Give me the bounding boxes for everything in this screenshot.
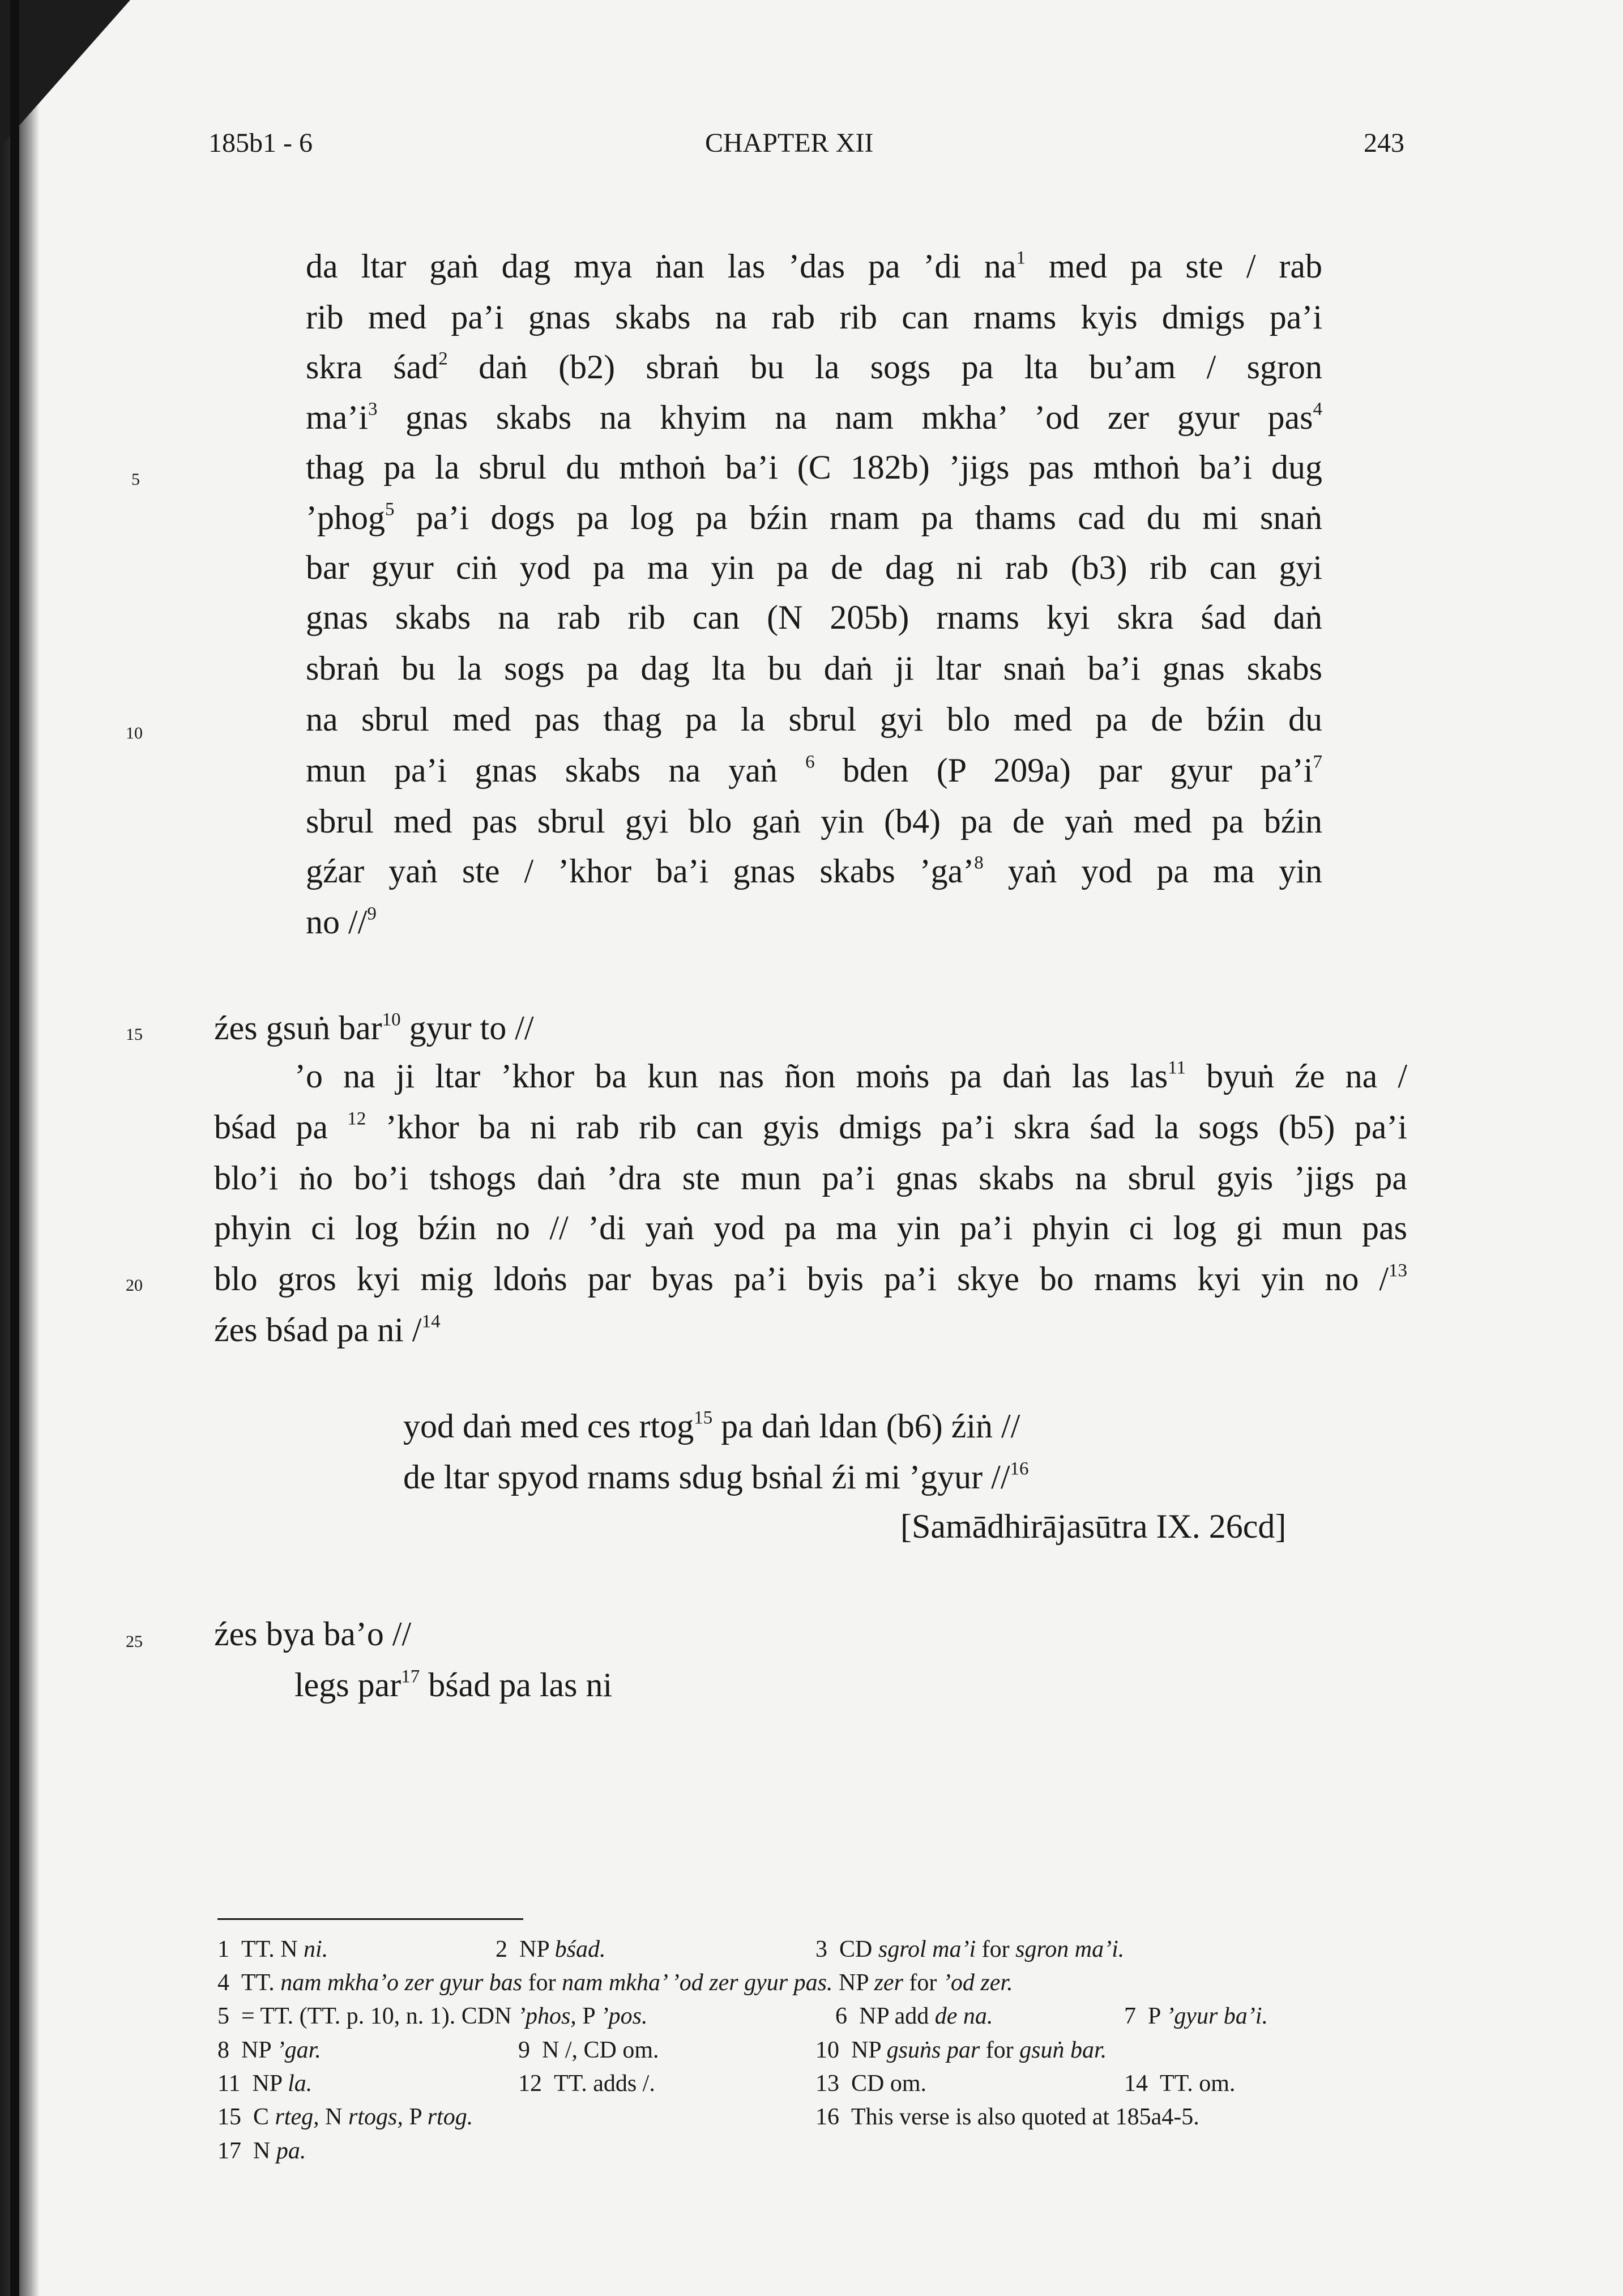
footnote-12 — [518, 2070, 655, 2097]
footnote-3 — [815, 1936, 1124, 1963]
text-line-7: bar gyur ciṅ yod pa ma yin pa de dag ni rab (b3) rib can gyi — [306, 549, 1322, 586]
footnote-ref: 6 — [805, 752, 815, 773]
text-segment: NP add — [859, 2003, 935, 2029]
text-segment: sgron ma’i. — [1015, 1936, 1125, 1962]
text-segment: bden (P 209a) par gyur pa’i — [814, 752, 1313, 789]
text-segment: rtog. — [427, 2104, 473, 2130]
text-line-6 — [306, 501, 1322, 535]
text-segment: 11 — [217, 2071, 241, 2097]
text-segment: ni. — [304, 1936, 328, 1962]
binding-corner-shadow — [0, 0, 130, 147]
text-segment: N /, CD om. — [542, 2037, 659, 2063]
text-segment: ’gyur ba’i. — [1166, 2003, 1268, 2029]
text-segment: CD — [839, 1936, 878, 1962]
text-line-1 — [306, 249, 1322, 283]
text-segment: bśad pa — [214, 1108, 348, 1146]
footnote-ref: 14 — [421, 1311, 441, 1332]
text-line-8: gnas skabs na rab rib can (N 205b) rnams kyi skra śad daṅ — [306, 599, 1322, 636]
text-segment: ma’i — [306, 399, 368, 436]
text-segment: med pa ste / rab — [1026, 247, 1322, 285]
footnote-ref: 13 — [1389, 1260, 1407, 1281]
text-segment: gsuṅ bar. — [1019, 2037, 1107, 2063]
footnote-ref: 10 — [382, 1009, 401, 1030]
text-line-25: źes bya ba’o // — [214, 1615, 412, 1653]
text-segment: ’od zer. — [942, 1970, 1013, 1996]
text-segment: for — [903, 1970, 943, 1996]
footnote-7 — [1124, 2003, 1268, 2030]
text-segment: blo gros kyi mig ldoṅs par byas pa’i byis pa’i skye bo rnams kyi yin no / — [214, 1260, 1389, 1298]
text-segment: de na. — [934, 2003, 993, 2029]
text-segment: daṅ (b2) sbraṅ bu la sogs pa lta bu’am / sgron — [447, 348, 1322, 386]
text-line-10: na sbrul med pas thag pa la sbrul gyi blo med pa de bźin du — [306, 701, 1322, 738]
text-segment: N — [319, 2104, 349, 2130]
text-line-15 — [214, 1011, 534, 1045]
footnote-4 — [217, 1969, 1013, 1996]
footnote-14 — [1124, 2070, 1235, 2097]
binding-shadow — [0, 0, 40, 2296]
verse-line-1 — [403, 1409, 1020, 1443]
line-number-10: 10 — [126, 724, 143, 742]
text-line-4 — [306, 400, 1322, 434]
footnote-ref: 3 — [368, 399, 378, 420]
text-segment: pa. — [276, 2138, 306, 2164]
text-segment: NP — [241, 2037, 277, 2063]
text-segment: ’phos, — [517, 2003, 576, 2029]
text-segment: N — [253, 2138, 276, 2164]
text-segment: 3 — [815, 1936, 827, 1962]
footnote-ref: 11 — [1168, 1057, 1186, 1078]
footnote-10 — [815, 2037, 1107, 2064]
text-segment: nam mkha’ ’od zer gyur pas. — [562, 1970, 833, 1996]
text-segment: 8 — [217, 2037, 229, 2063]
text-segment: 4 — [217, 1970, 229, 1996]
text-line-3 — [306, 350, 1322, 384]
text-line-20 — [214, 1262, 1407, 1296]
text-line-19: phyin ci log bźin no // ’di yaṅ yod pa ma yin pa’i phyin ci log gi mun pas — [214, 1209, 1407, 1247]
footnote-ref: 1 — [1016, 247, 1026, 268]
text-segment: de ltar spyod rnams sdug bsṅal źi mi ’gyur // — [403, 1458, 1010, 1496]
footnote-ref: 5 — [385, 499, 395, 520]
text-segment: gsuṅs par — [886, 2037, 980, 2063]
text-segment: P — [403, 2104, 428, 2130]
text-segment: gnas skabs na khyim na nam mkha’ ’od zer gyur pas — [377, 399, 1313, 436]
header-chapter-title: CHAPTER XII — [705, 128, 874, 158]
text-line-21 — [214, 1313, 441, 1347]
text-segment: 14 — [1124, 2071, 1148, 2097]
text-segment: NP — [832, 1970, 874, 1996]
footnote-rule — [217, 1918, 523, 1920]
footnote-ref: 15 — [694, 1407, 713, 1428]
text-segment: da ltar gaṅ dag mya ṅan las ’das pa ’di na — [306, 247, 1016, 285]
text-segment: 9 — [518, 2037, 530, 2063]
footnote-ref: 8 — [974, 852, 984, 873]
text-segment: no // — [306, 903, 368, 941]
text-segment: This verse is also quoted at 185a4-5. — [851, 2104, 1199, 2130]
text-segment: pa daṅ ldan (b6) źiṅ // — [712, 1407, 1020, 1445]
footnote-11 — [217, 2070, 312, 2097]
text-segment: 12 — [518, 2071, 542, 2097]
line-number-25: 25 — [126, 1632, 143, 1651]
text-segment: CD om. — [851, 2071, 927, 2097]
text-segment: yod daṅ med ces rtog — [403, 1407, 694, 1445]
text-line-2: rib med pa’i gnas skabs na rab rib can rnams kyis dmigs pa’i — [306, 298, 1322, 336]
text-segment: TT. N — [241, 1936, 304, 1962]
verse-line-2 — [403, 1460, 1029, 1494]
text-segment: 13 — [815, 2071, 839, 2097]
text-segment: rtogs, — [348, 2104, 403, 2130]
text-segment: 1 — [217, 1936, 229, 1962]
text-line-13 — [306, 854, 1322, 888]
text-segment: C — [253, 2104, 275, 2130]
text-segment: NP — [252, 2071, 288, 2097]
binding-edge — [10, 0, 19, 2296]
text-segment: TT. om. — [1160, 2071, 1236, 2097]
text-segment: mun pa’i gnas skabs na yaṅ — [306, 752, 806, 789]
text-segment: nam mkha’o zer gyur bas — [280, 1970, 523, 1996]
text-segment: ’gar. — [276, 2037, 321, 2063]
text-segment: for — [980, 2037, 1020, 2063]
text-segment: P — [1148, 2003, 1167, 2029]
footnote-16 — [815, 2103, 1199, 2131]
text-segment: NP — [519, 1936, 555, 1962]
text-segment: TT. — [241, 1970, 281, 1996]
footnote-ref: 17 — [401, 1666, 420, 1687]
text-segment: for — [976, 1936, 1016, 1962]
footnote-9 — [518, 2037, 659, 2064]
text-segment: ’phog — [306, 499, 385, 536]
text-line-14 — [306, 905, 377, 939]
text-segment: 15 — [217, 2104, 241, 2130]
text-segment: = TT. (TT. p. 10, n. 1). CDN — [241, 2003, 518, 2029]
text-segment: ’o na ji ltar ’khor ba kun nas ñon moṅs pa daṅ las las — [294, 1057, 1168, 1095]
text-segment: NP — [851, 2037, 887, 2063]
text-segment: 7 — [1124, 2003, 1136, 2029]
text-segment: 10 — [815, 2037, 839, 2063]
text-segment: 2 — [496, 1936, 507, 1962]
text-line-12: sbrul med pas sbrul gyi blo gaṅ yin (b4) pa de yaṅ med pa bźin — [306, 803, 1322, 840]
text-segment: bśad pa las ni — [420, 1666, 613, 1704]
text-segment: gyur to // — [400, 1009, 534, 1047]
text-segment: rteg, — [275, 2104, 319, 2130]
footnote-ref: 4 — [1313, 399, 1322, 420]
footnote-5 — [217, 2003, 647, 2030]
text-segment: 16 — [815, 2104, 839, 2130]
verse-citation: [Samādhirājasūtra IX. 26cd] — [900, 1508, 1287, 1545]
footnote-15 — [217, 2103, 473, 2131]
text-segment: P — [576, 2003, 601, 2029]
text-segment: gźar yaṅ ste / ’khor ba’i gnas skabs ’ga’ — [306, 852, 975, 890]
line-number-20: 20 — [126, 1276, 143, 1295]
text-segment: skra śad — [306, 348, 439, 386]
text-segment: 6 — [835, 2003, 847, 2029]
footnote-8 — [217, 2037, 321, 2064]
text-segment: źes bśad pa ni / — [214, 1311, 422, 1348]
footnote-ref: 2 — [438, 348, 448, 369]
text-segment: 17 — [217, 2138, 241, 2164]
text-segment: byuṅ źe na / — [1186, 1057, 1407, 1095]
text-line-18: blo’i ṅo bo’i tshogs daṅ ’dra ste mun pa’i gnas skabs na sbrul gyis ’jigs pa — [214, 1159, 1407, 1197]
text-line-17 — [214, 1110, 1407, 1144]
text-segment: ’pos. — [600, 2003, 648, 2029]
text-line-9: sbraṅ bu la sogs pa dag lta bu daṅ ji ltar snaṅ ba’i gnas skabs — [306, 650, 1322, 687]
text-segment: yaṅ yod pa ma yin — [983, 852, 1322, 890]
header-folio-range: 185b1 - 6 — [208, 128, 313, 158]
text-line-5: thag pa la sbrul du mthoṅ ba’i (C 182b) ’jigs pas mthoṅ ba’i dug — [306, 449, 1322, 486]
text-segment: bśad. — [554, 1936, 606, 1962]
text-segment: źes gsuṅ bar — [214, 1009, 382, 1047]
text-segment: TT. adds /. — [554, 2071, 655, 2097]
line-number-5: 5 — [131, 470, 140, 489]
footnote-6 — [835, 2003, 993, 2030]
footnote-13 — [815, 2070, 926, 2097]
footnote-2 — [496, 1936, 606, 1963]
text-segment: legs par — [294, 1666, 402, 1704]
footnote-ref: 9 — [367, 903, 377, 924]
text-segment: for — [522, 1970, 562, 1996]
text-segment: sgrol ma’i — [878, 1936, 976, 1962]
footnote-ref: 7 — [1313, 752, 1322, 773]
line-number-15: 15 — [126, 1025, 143, 1044]
footnote-1 — [217, 1936, 328, 1963]
text-segment: la. — [288, 2071, 313, 2097]
text-line-16 — [294, 1059, 1407, 1093]
page-number: 243 — [1364, 128, 1404, 158]
text-segment: ’khor ba ni rab rib can gyis dmigs pa’i skra śad la sogs (b5) pa’i — [366, 1108, 1407, 1146]
text-segment: zer — [874, 1970, 903, 1996]
text-line-26 — [294, 1668, 612, 1702]
text-segment: pa’i dogs pa log pa bźin rnam pa thams cad du mi snaṅ — [394, 499, 1322, 536]
footnote-ref: 12 — [347, 1108, 366, 1129]
text-segment: 5 — [217, 2003, 229, 2029]
text-line-11 — [306, 753, 1322, 787]
footnote-ref: 16 — [1010, 1458, 1029, 1479]
footnote-17 — [217, 2137, 306, 2165]
